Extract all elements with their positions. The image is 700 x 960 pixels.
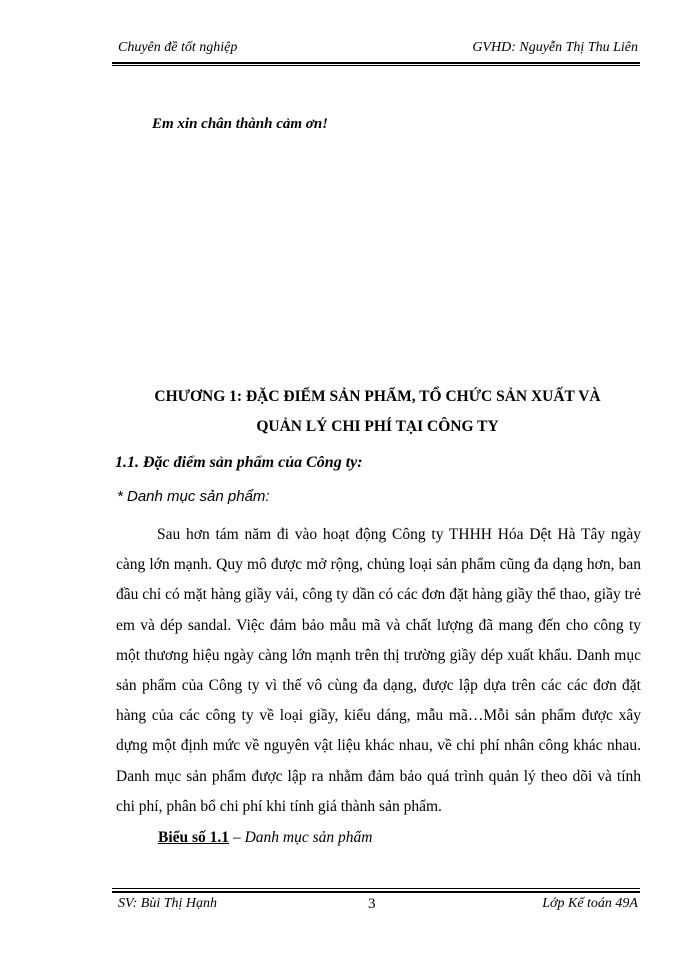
table-caption-label: Biểu số 1.1	[158, 829, 230, 846]
table-caption	[158, 829, 372, 847]
header-left: Chuyên đề tốt nghiệp	[118, 40, 238, 55]
body-paragraph-text: Sau hơn tám năm đi vào hoạt động Công ty THHH Hóa Dệt Hà Tây ngày càng lớn mạnh. Quy mô được mở rộng, chủng loại sản phẩm cũng đa dạng hơn, ban đầu chỉ có mặt hàng giầy vải, công ty dần có các đơn đặt hàng giầy thể thao, giầy trẻ em và dép sandal. Việc đảm bảo mẫu mã và chất lượng đã mang đến cho công ty một thương hiệu ngày càng lớn mạnh trên thị trường giầy dép xuất khẩu. Danh mục sản phẩm của Công ty vì thế vô cùng đa dạng, được lập dựa trên các các đơn đặt hàng của các công ty về loại giầy, kiểu dáng, mẫu mã…Mỗi sản phẩm được xây dựng một định mức về nguyên vật liệu khác nhau, về chi phí nhân công khác nhau. Danh mục sản phẩm được lập ra nhằm đảm bảo quá trình quản lý theo dõi và tính chi phí, phân bổ chi phí khi tính giá thành sản phẩm.	[116, 526, 641, 815]
header-rule	[112, 62, 640, 64]
page-header	[115, 40, 640, 62]
subsection-title: * Danh mục sản phẩm:	[117, 488, 270, 505]
table-caption-description: – Danh mục sản phẩm	[229, 829, 373, 846]
footer-rule-thin	[112, 888, 640, 889]
section-title: 1.1. Đặc điểm sản phẩm của Công ty:	[115, 454, 363, 471]
page-footer	[115, 896, 640, 918]
header-rule-thin	[112, 65, 640, 66]
header-right: GVHD: Nguyễn Thị Thu Liên	[472, 40, 638, 55]
body-paragraph	[116, 520, 641, 822]
footer-rule	[112, 891, 640, 893]
page-number: 3	[368, 896, 376, 912]
chapter-title-line2: QUẢN LÝ CHI PHÍ TẠI CÔNG TY	[256, 418, 499, 435]
footer-right: Lớp Kế toán 49A	[542, 896, 638, 911]
footer-left: SV: Bùi Thị Hạnh	[118, 896, 218, 911]
chapter-title	[115, 382, 640, 442]
thanks-line: Em xin chân thành cảm ơn!	[152, 116, 329, 132]
chapter-title-line1: CHƯƠNG 1: ĐẶC ĐIỂM SẢN PHẨM, TỔ CHỨC SẢN XUẤT VÀ	[154, 388, 601, 405]
